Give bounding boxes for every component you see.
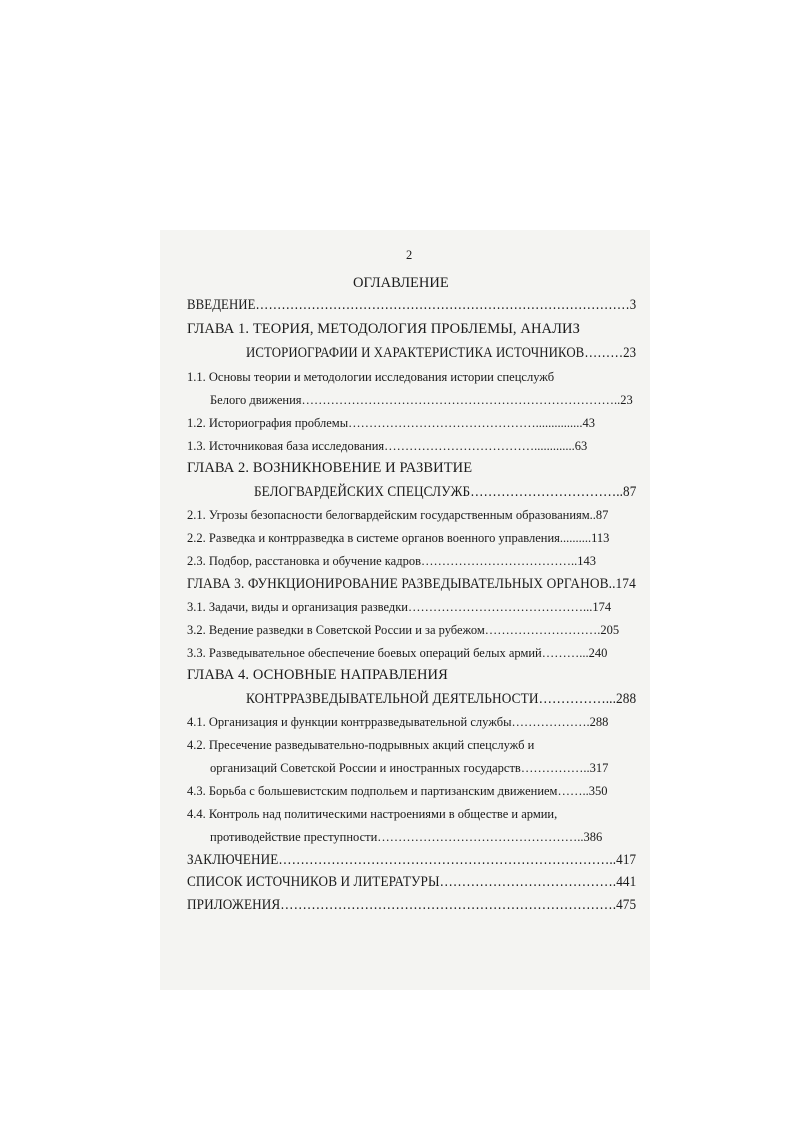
toc-section-4-3: 4.3. Борьба с большевистским подпольем и партизанским движением……..350 — [187, 784, 608, 798]
toc-sources: СПИСОК ИСТОЧНИКОВ И ЛИТЕРАТУРЫ………………………………….441 — [187, 874, 637, 890]
toc-chapter-1-line-1: ГЛАВА 1. ТЕОРИЯ, МЕТОДОЛОГИЯ ПРОБЛЕМЫ, АНАЛИЗ — [187, 321, 580, 337]
toc-section-1-2: 1.2. Историография проблемы………………………………………...............43 — [187, 416, 595, 430]
toc-chapter-4-line-2: КОНТРРАЗВЕДЫВАТЕЛЬНОЙ ДЕЯТЕЛЬНОСТИ……………...288 — [246, 691, 637, 707]
toc-section-3-2: 3.2. Ведение разведки в Советской России и за рубежом……………………….205 — [187, 623, 620, 637]
toc-chapter-2-line-2: БЕЛОГВАРДЕЙСКИХ СПЕЦСЛУЖБ……………………………..87 — [254, 484, 637, 500]
page-number: 2 — [406, 248, 413, 262]
toc-section-1-1-line-1: 1.1. Основы теории и методологии исследования истории спецслужб — [187, 370, 555, 384]
toc-section-4-4-line-2: противодействие преступности…………………………………………..386 — [210, 830, 603, 844]
toc-section-3-1: 3.1. Задачи, виды и организация разведки……………………………………...174 — [187, 600, 612, 614]
toc-chapter-3: ГЛАВА 3. ФУНКЦИОНИРОВАНИЕ РАЗВЕДЫВАТЕЛЬНЫХ ОРГАНОВ..174 — [187, 576, 636, 592]
page-title: ОГЛАВЛЕНИЕ — [353, 275, 449, 291]
toc-section-4-1: 4.1. Организация и функции контрразведывательной службы……………….288 — [187, 715, 609, 729]
toc-intro: ВВЕДЕНИЕ……………………………………………………………………………3 — [187, 297, 637, 313]
toc-chapter-4-line-1: ГЛАВА 4. ОСНОВНЫЕ НАПРАВЛЕНИЯ — [187, 667, 448, 683]
toc-section-2-3: 2.3. Подбор, расстановка и обучение кадров………………………………..143 — [187, 554, 596, 568]
toc-section-3-3: 3.3. Разведывательное обеспечение боевых операций белых армий………...240 — [187, 646, 608, 660]
toc-chapter-1-line-2: ИСТОРИОГРАФИИ И ХАРАКТЕРИСТИКА ИСТОЧНИКОВ………23 — [246, 345, 637, 361]
toc-section-2-1: 2.1. Угрозы безопасности белогвардейским государственным образованиям..87 — [187, 508, 609, 522]
toc-section-2-2: 2.2. Разведка и контрразведка в системе органов военного управления..........113 — [187, 531, 610, 545]
toc-section-4-2-line-1: 4.2. Пресечение разведывательно-подрывных акций спецслужб и — [187, 738, 535, 752]
toc-chapter-2-line-1: ГЛАВА 2. ВОЗНИКНОВЕНИЕ И РАЗВИТИЕ — [187, 460, 473, 476]
toc-section-1-3: 1.3. Источниковая база исследования……………………………….............63 — [187, 439, 588, 453]
toc-section-1-1-line-2: Белого движения…………………………………………………………………..23 — [210, 393, 633, 407]
toc-appendix: ПРИЛОЖЕНИЯ………………………………………………………………….475 — [187, 897, 637, 913]
toc-section-4-2-line-2: организаций Советской России и иностранных государств……………..317 — [210, 761, 609, 775]
toc-section-4-4-line-1: 4.4. Контроль над политическими настроениями в обществе и армии, — [187, 807, 558, 821]
toc-conclusion: ЗАКЛЮЧЕНИЕ…………………………………………………………………..417 — [187, 852, 637, 868]
